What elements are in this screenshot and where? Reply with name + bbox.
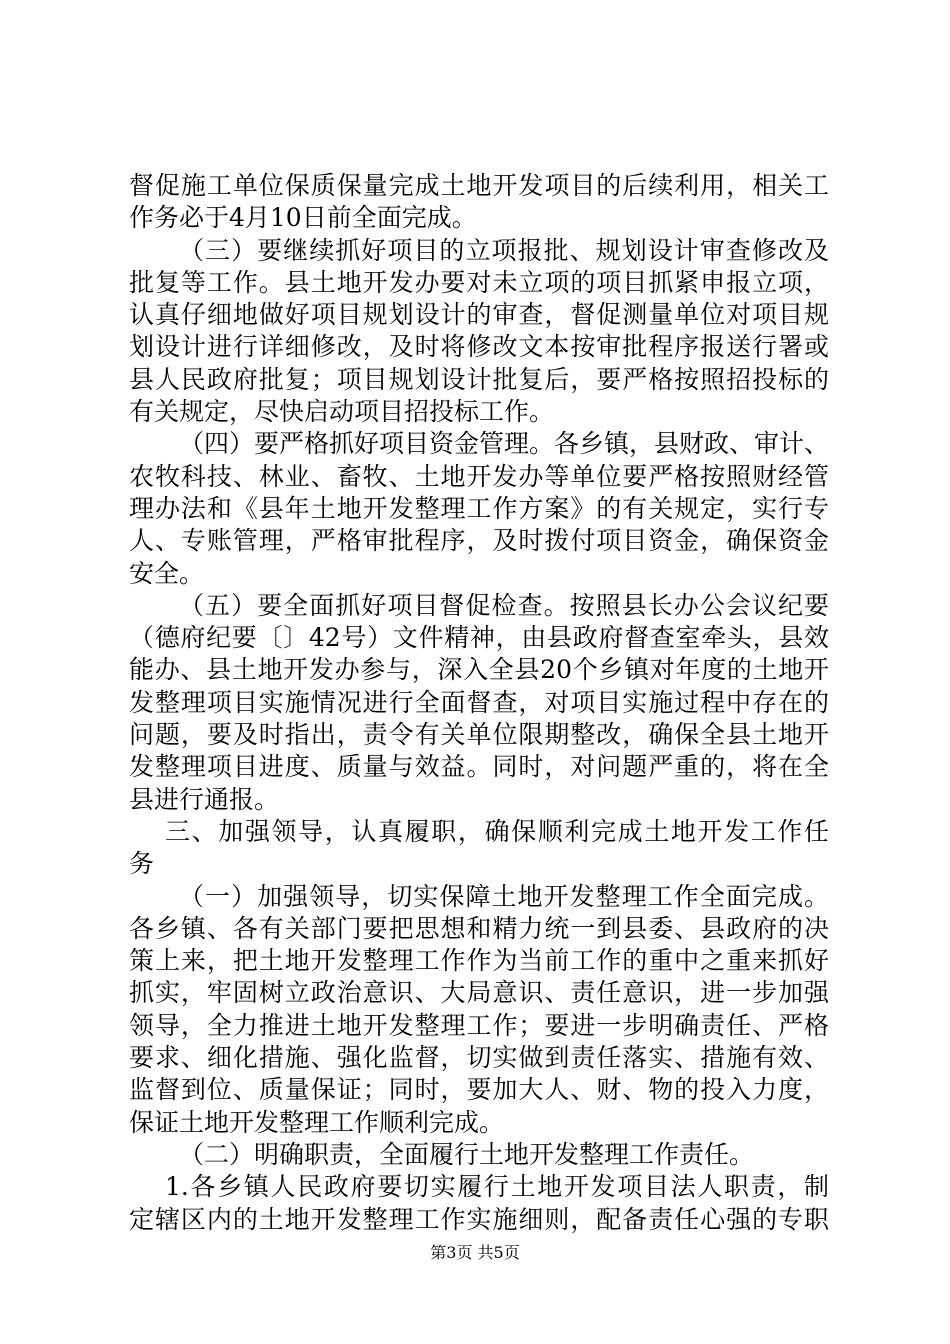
body-line-25: 策上来，把土地开发整理工作作为当前工作的重中之重来抓好 (129, 946, 829, 976)
body-line-13: 安全。 (129, 558, 205, 588)
body-line-23: （一）加强领导，切实保障土地开发整理工作全面完成。 (179, 881, 829, 911)
body-line-9: （四）要严格抓好项目资金管理。各乡镇，县财政、审计、 (179, 429, 830, 459)
body-line-16: 能办、县土地开发办参与，深入全县20个乡镇对年度的土地开 (129, 655, 829, 685)
body-line-33: 定辖区内的土地开发整理工作实施细则，配备责任心强的专职 (129, 1204, 829, 1234)
document-body (129, 170, 829, 1236)
body-line-11: 理办法和《县年土地开发整理工作方案》的有关规定，实行专 (129, 493, 829, 523)
body-line-8: 有关规定，尽快启动项目招投标工作。 (129, 397, 555, 427)
body-line-6: 划设计进行详细修改，及时将修改文本按审批程序报送行署或 (129, 332, 829, 362)
body-line-20: 县进行通报。 (129, 784, 280, 814)
body-line-7: 县人民政府批复；项目规划设计批复后，要严格按照招投标的 (129, 364, 829, 394)
page-number-footer: 第3页 共5页 (430, 1243, 520, 1262)
section-heading-3: 三、加强领导，认真履职，确保顺利完成土地开发工作任 (165, 816, 829, 846)
body-line-17: 发整理项目实施情况进行全面督查，对项目实施过程中存在的 (129, 687, 829, 717)
body-line-12: 人、专账管理，严格审批程序，及时拨付项目资金，确保资金 (129, 526, 829, 556)
body-line-2: 作务必于4月10日前全面完成。 (129, 203, 477, 233)
section-heading-3-cont: 务 (129, 849, 155, 879)
body-line-30: 保证土地开发整理工作顺利完成。 (129, 1107, 505, 1137)
body-line-14: （五）要全面抓好项目督促检查。按照县长办公会议纪要 (179, 590, 829, 620)
body-line-3: （三）要继续抓好项目的立项报批、规划设计审查修改及 (179, 235, 829, 265)
body-line-31: （二）明确职责，全面履行土地开发整理工作责任。 (179, 1139, 755, 1169)
body-line-24: 各乡镇、各有关部门要把思想和精力统一到县委、县政府的决 (129, 913, 829, 943)
body-line-10: 农牧科技、林业、畜牧、土地开发办等单位要严格按照财经管 (129, 461, 829, 491)
body-line-19: 发整理项目进度、质量与效益。同时，对问题严重的，将在全 (129, 752, 829, 782)
body-line-26: 抓实，牢固树立政治意识、大局意识、责任意识，进一步加强 (129, 978, 829, 1008)
body-line-28: 要求、细化措施、强化监督，切实做到责任落实、措施有效、 (129, 1043, 829, 1073)
body-line-4: 批复等工作。县土地开发办要对未立项的项目抓紧申报立项， (129, 267, 829, 297)
body-line-15: （德府纪要〔〕42号）文件精神，由县政府督查室牵头，县效 (129, 623, 829, 653)
body-line-27: 领导，全力推进土地开发整理工作；要进一步明确责任、严格 (129, 1010, 829, 1040)
body-line-18: 问题，要及时指出，责令有关单位限期整改，确保全县土地开 (129, 720, 829, 750)
body-line-32: 1.各乡镇人民政府要切实履行土地开发项目法人职责，制 (165, 1172, 829, 1202)
body-line-29: 监督到位、质量保证；同时，要加大人、财、物的投入力度， (129, 1075, 829, 1105)
body-line-5: 认真仔细地做好项目规划设计的审查，督促测量单位对项目规 (129, 300, 829, 330)
body-line-1: 督促施工单位保质保量完成土地开发项目的后续利用，相关工 (129, 171, 829, 200)
